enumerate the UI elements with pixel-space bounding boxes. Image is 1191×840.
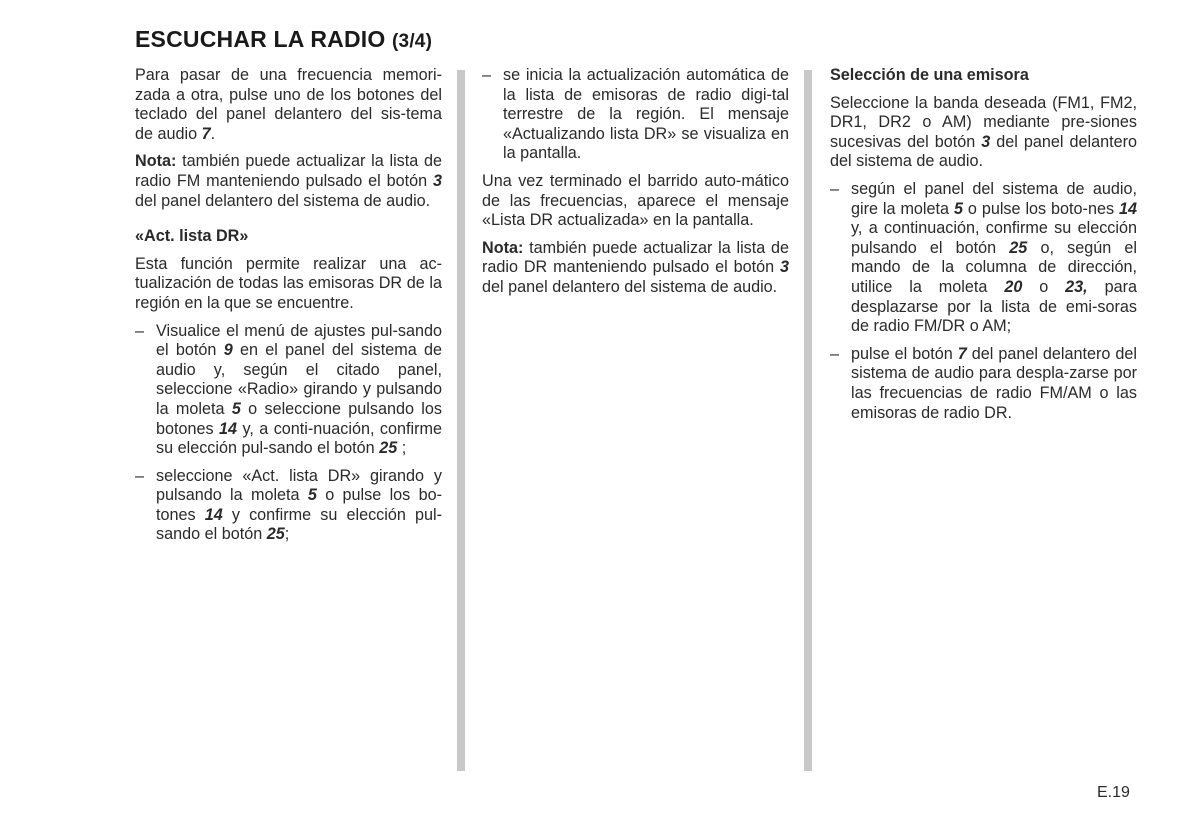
paragraph: Esta función permite realizar una ac-tualización de todas las emisoras DR de la región en la que se encuentre. [135,254,442,312]
list-item: – Visualice el menú de ajustes pul-sando el botón 9 en el panel del sistema de audio y, según el citado panel, seleccione «Radio» girando y pulsando la moleta 5 o seleccione pulsando los botones 14 y, a conti-nuación, confirme su elección pul-sando el botón 25 ; [135,322,442,459]
bullet-list [830,180,1137,423]
reference-number: 7 [957,344,967,363]
list-item: – según el panel del sistema de audio, gire la moleta 5 o pulse los boto-nes 14 y, a continuación, confirme su elección pulsando el botón 25 o, según el mando de la columna de dirección, utilice la moleta 20 o 23, para desplazarse por la lista de emi-soras de radio FM/DR o AM; [830,180,1137,337]
page-title [135,26,432,53]
note-paragraph: Nota: también puede actualizar la lista de radio FM manteniendo pulsado el botón 3 del panel delantero del sistema de audio. [135,152,442,210]
column-divider [804,70,812,771]
paragraph: Seleccione la banda deseada (FM1, FM2, DR1, DR2 o AM) mediante pre-siones sucesivas del botón 3 del panel delantero del sistema de audio. [830,93,1137,171]
section-heading: Selección de una emisora [830,66,1029,84]
note-label: Nota: [482,238,524,257]
list-item: – seleccione «Act. lista DR» girando y pulsando la moleta 5 o pulse los bo-tones 14 y confirme su elección pul-sando el botón 25; [135,467,442,545]
reference-number: 20 [1004,277,1023,296]
note-label: Nota: [135,152,177,171]
paragraph: Una vez terminado el barrido auto-mático de las frecuencias, aparece el mensaje «Lista DR actualizada» en la pantalla. [482,171,789,230]
title-part: (3/4) [392,31,433,52]
reference-number: 7 [201,124,211,143]
reference-number: 3 [432,171,442,190]
reference-number: 3 [779,258,789,277]
bullet-list [482,66,789,164]
section-heading: «Act. lista DR» [135,227,249,246]
reference-number: 9 [223,341,233,360]
reference-number: 14 [219,419,238,438]
reference-number: 14 [1118,199,1137,218]
paragraph: Para pasar de una frecuencia memori-zada a otra, pulse uno de los botones del teclado del panel delantero del sis-tema de audio 7. [135,66,442,143]
title-text: ESCUCHAR LA RADIO [135,26,386,52]
column-divider [457,70,465,771]
reference-number: 5 [953,199,963,218]
reference-number: 25 [379,439,398,458]
reference-number: 3 [981,132,991,151]
column-right [830,66,1137,431]
reference-number: 25 [266,525,285,544]
page-number: E.19 [1097,784,1130,801]
reference-number: 5 [231,399,241,418]
reference-number: 5 [307,486,317,505]
reference-number: 23, [1065,277,1088,296]
list-item: – se inicia la actualización automática de la lista de emisoras de radio digi-tal terrestre de la región. El mensaje «Actualizando lista DR» se visualiza en la pantalla. [482,66,789,164]
reference-number: 14 [204,505,223,524]
reference-number: 25 [1009,238,1028,257]
column-left [135,66,442,553]
bullet-list [135,322,442,546]
note-paragraph: Nota: también puede actualizar la lista de radio DR manteniendo pulsado el botón 3 del panel delantero del sistema de audio. [482,238,789,296]
column-middle [482,66,789,306]
list-item: – pulse el botón 7 del panel delantero del sistema de audio para despla-zarse por las frecuencias de radio FM/AM o las emisoras de radio DR. [830,345,1137,423]
